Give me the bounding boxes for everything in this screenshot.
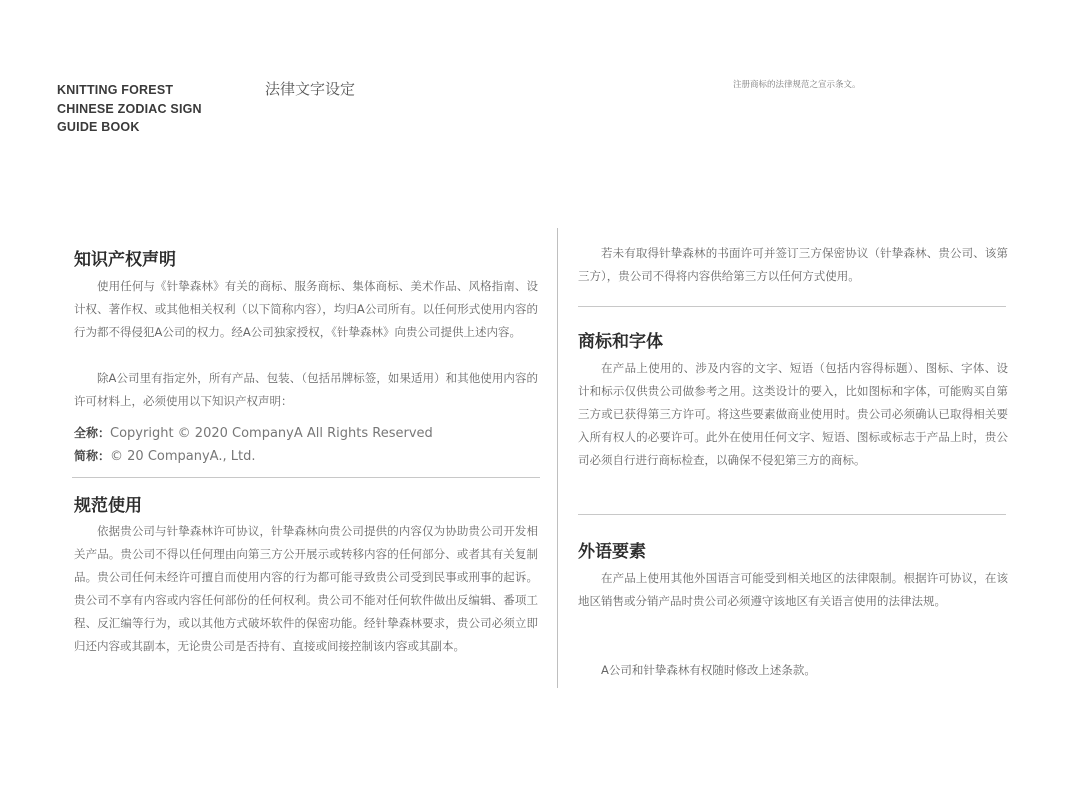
brand-block <box>57 81 202 137</box>
column-divider <box>557 228 558 688</box>
copyright-short-text: © 20 CompanyA., Ltd. <box>110 449 256 464</box>
right-divider-1 <box>578 306 1006 307</box>
brand-line-1: KNITTING FOREST <box>57 83 174 97</box>
foreign-language-paragraph: 在产品上使用其他外国语言可能受到相关地区的法律限制。根据许可协议，在该地区销售或分销产品时贵公司必须遵守该地区有关语言使用的法律法规。 <box>578 571 1008 608</box>
page-title: 法律文字设定 <box>265 80 356 98</box>
copyright-short-label: 简称： <box>74 449 111 463</box>
copyright-short-line <box>74 447 255 464</box>
page-note: 注册商标的法律规范之宣示条文。 <box>733 80 861 90</box>
right-divider-2 <box>578 514 1006 515</box>
third-party-paragraph: 若未有取得针挚森林的书面许可并签订三方保密协议（针挚森林、贵公司、该第三方），贵公司不得将内容供给第三方以任何方式使用。 <box>578 246 1008 283</box>
trademark-font-paragraph: 在产品上使用的、涉及内容的文字、短语（包括内容得标题）、图标、字体、设计和标示仅供贵公司做参考之用。这类设计的要入，比如图标和字体，可能购买自第三方或已获得第三方许可。将这些要素做商业使用时。贵公司必须确认已取得相关要入所有权人的必要许可。此外在使用任何文字、短语、图标或标志于产品上时，贵公司必须自行进行商标检查，以确保不侵犯第三方的商标。 <box>578 361 1008 467</box>
closing-statement: A公司和针挚森林有权随时修改上述条款。 <box>601 663 816 677</box>
usage-paragraph: 依据贵公司与针挚森林许可协议，针挚森林向贵公司提供的内容仅为协助贵公司开发相关产品。贵公司不得以任何理由向第三方公开展示或转移内容的任何部分、或者其有关复制品。贵公司任何未经许可擅自而使用内容的行为都可能寻致贵公司受到民事或刑事的起诉。贵公司不享有内容或内容任何部份的任何权利。贵公司不能对任何软件做出反编辑、番项工程、反汇编等行为，或以其他方式破坏软件的保密功能。经针挚森林要求，贵公司必须立即归还内容或其副本，无论贵公司是否持有、直接或间接控制该内容或其副本。 <box>74 524 538 653</box>
ip-paragraph-1: 使用任何与《针挚森林》有关的商标、服务商标、集体商标、美术作品、风格指南、设计权、著作权、或其他相关权利（以下简称内容），均归A公司所有。以任何形式使用内容的行为都不得侵犯A公司的权力。经A公司独家授权，《针挚森林》向贵公司提供上述内容。 <box>74 279 538 339</box>
ip-statement-heading: 知识产权声明 <box>74 250 176 270</box>
ip-paragraph-2: 除A公司里有指定外，所有产品、包装、（包括吊牌标签，如果适用）和其他使用内容的许可材料上，必须使用以下知识产权声明： <box>74 371 538 408</box>
trademark-font-heading: 商标和字体 <box>578 332 663 352</box>
left-section-divider <box>72 477 540 478</box>
copyright-full-label: 全称： <box>74 426 111 440</box>
copyright-full-text: Copyright © 2020 CompanyA All Rights Reserved <box>110 426 433 441</box>
brand-line-3: GUIDE BOOK <box>57 120 140 134</box>
copyright-full-line <box>74 424 433 441</box>
foreign-language-heading: 外语要素 <box>578 542 646 562</box>
usage-heading: 规范使用 <box>74 496 142 516</box>
brand-line-2: CHINESE ZODIAC SIGN <box>57 101 202 116</box>
